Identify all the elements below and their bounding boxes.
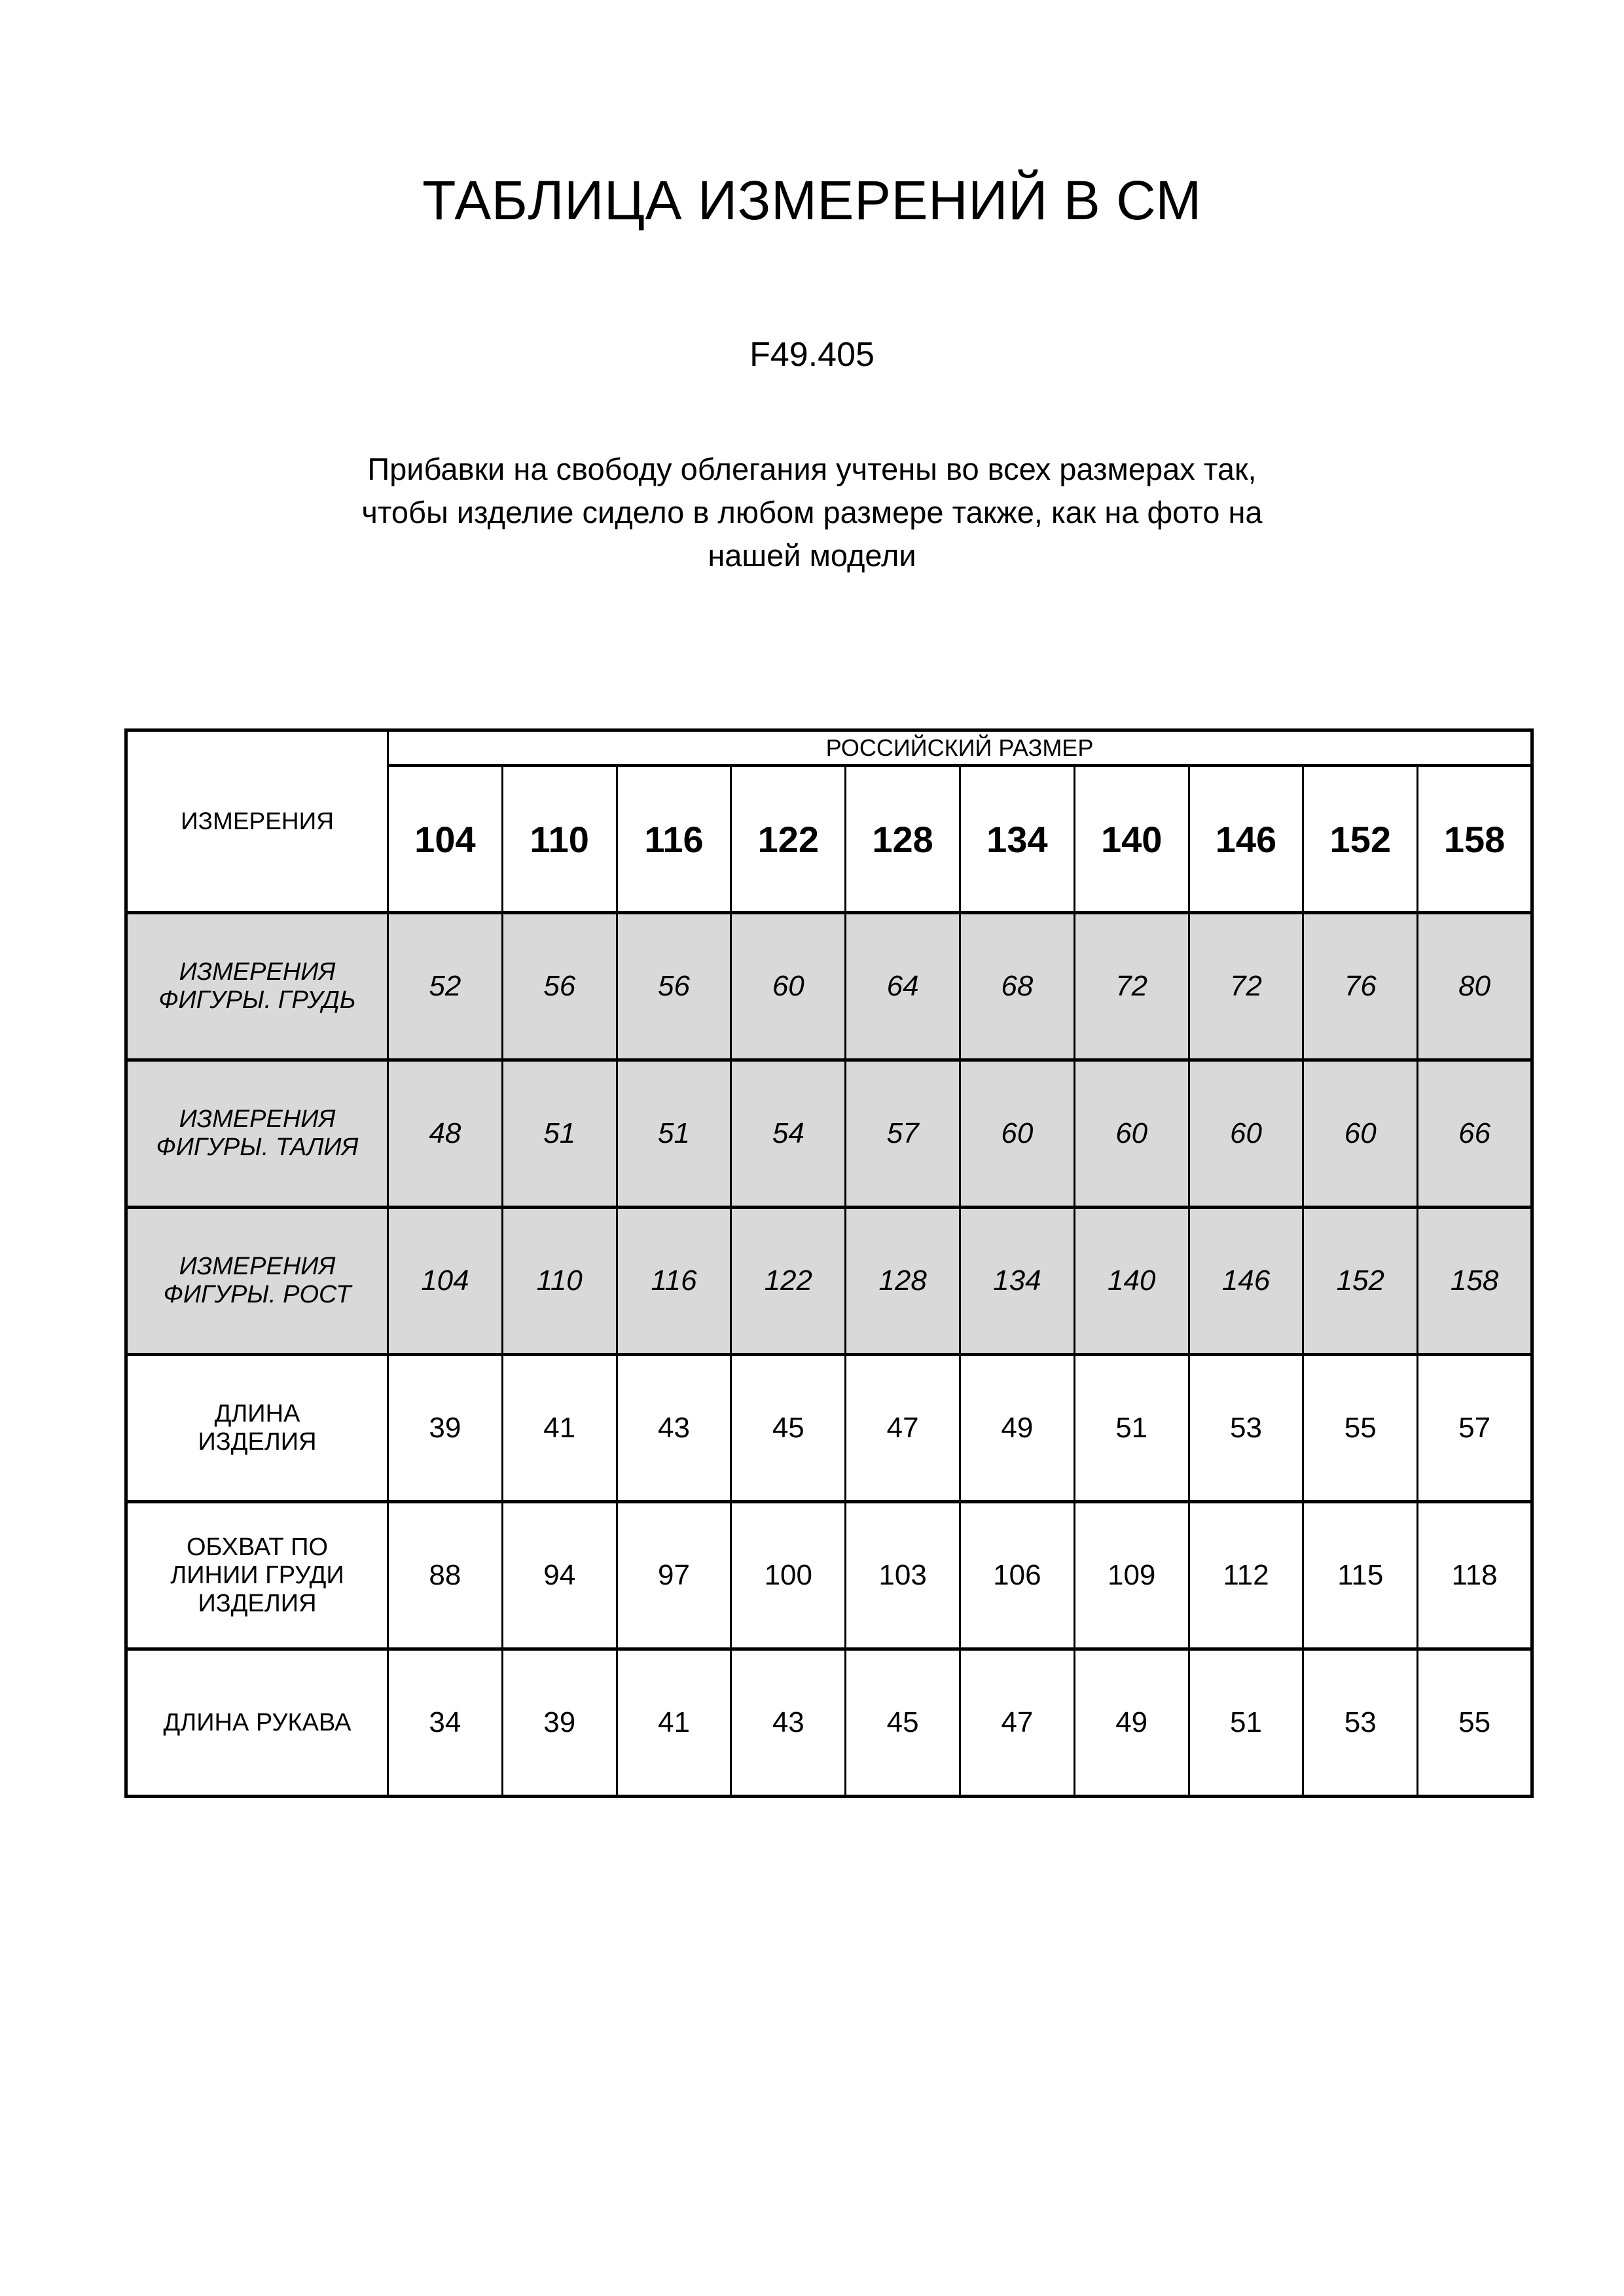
size-column-header: 140 (1074, 766, 1189, 913)
value-cell: 76 (1303, 913, 1418, 1060)
value-cell: 39 (502, 1649, 617, 1797)
value-cell: 134 (960, 1208, 1074, 1355)
value-cell: 60 (1189, 1060, 1303, 1208)
value-cell: 55 (1303, 1355, 1418, 1502)
value-cell: 51 (617, 1060, 731, 1208)
size-column-header: 110 (502, 766, 617, 913)
value-cell: 72 (1074, 913, 1189, 1060)
value-cell: 52 (388, 913, 503, 1060)
value-cell: 152 (1303, 1208, 1418, 1355)
size-column-header: 128 (846, 766, 960, 913)
value-cell: 66 (1418, 1060, 1532, 1208)
value-cell: 55 (1418, 1649, 1532, 1797)
size-column-header: 104 (388, 766, 503, 913)
value-cell: 60 (960, 1060, 1074, 1208)
value-cell: 47 (846, 1355, 960, 1502)
value-cell: 60 (731, 913, 846, 1060)
value-cell: 39 (388, 1355, 503, 1502)
value-cell: 53 (1303, 1649, 1418, 1797)
table-row (126, 1355, 1532, 1502)
page-title: ТАБЛИЦА ИЗМЕРЕНИЙ В СМ (422, 170, 1202, 231)
value-cell: 146 (1189, 1208, 1303, 1355)
table-row (126, 1502, 1532, 1649)
value-cell: 53 (1189, 1355, 1303, 1502)
value-cell: 158 (1418, 1208, 1532, 1355)
value-cell: 47 (960, 1649, 1074, 1797)
row-label: ИЗМЕРЕНИЯ ФИГУРЫ. ГРУДЬ (126, 913, 388, 1060)
group-header-row (126, 730, 1532, 766)
value-cell: 51 (502, 1060, 617, 1208)
value-cell: 57 (846, 1060, 960, 1208)
table-row (126, 1060, 1532, 1208)
value-cell: 100 (731, 1502, 846, 1649)
value-cell: 51 (1189, 1649, 1303, 1797)
row-label: ДЛИНА РУКАВА (126, 1649, 388, 1797)
value-cell: 72 (1189, 913, 1303, 1060)
size-column-header: 122 (731, 766, 846, 913)
value-cell: 109 (1074, 1502, 1189, 1649)
value-cell: 45 (731, 1355, 846, 1502)
value-cell: 106 (960, 1502, 1074, 1649)
value-cell: 110 (502, 1208, 617, 1355)
value-cell: 115 (1303, 1502, 1418, 1649)
value-cell: 49 (1074, 1649, 1189, 1797)
value-cell: 128 (846, 1208, 960, 1355)
value-cell: 88 (388, 1502, 503, 1649)
size-column-header: 146 (1189, 766, 1303, 913)
value-cell: 41 (502, 1355, 617, 1502)
value-cell: 57 (1418, 1355, 1532, 1502)
table-row (126, 913, 1532, 1060)
value-cell: 51 (1074, 1355, 1189, 1502)
fit-note-line: нашей модели (708, 538, 916, 573)
value-cell: 56 (617, 913, 731, 1060)
table-row (126, 1649, 1532, 1797)
value-cell: 103 (846, 1502, 960, 1649)
value-cell: 48 (388, 1060, 503, 1208)
value-cell: 49 (960, 1355, 1074, 1502)
value-cell: 60 (1303, 1060, 1418, 1208)
size-column-header: 116 (617, 766, 731, 913)
russian-size-header: РОССИЙСКИЙ РАЗМЕР (388, 730, 1532, 766)
value-cell: 122 (731, 1208, 846, 1355)
fit-note-line: Прибавки на свободу облегания учтены во всех размерах так, (367, 452, 1257, 486)
value-cell: 64 (846, 913, 960, 1060)
value-cell: 104 (388, 1208, 503, 1355)
size-column-header: 134 (960, 766, 1074, 913)
row-label: ОБХВАТ ПО ЛИНИИ ГРУДИ ИЗДЕЛИЯ (126, 1502, 388, 1649)
value-cell: 94 (502, 1502, 617, 1649)
row-label: ИЗМЕРЕНИЯ ФИГУРЫ. РОСТ (126, 1208, 388, 1355)
value-cell: 68 (960, 913, 1074, 1060)
fit-note (125, 448, 1500, 577)
fit-note-line: чтобы изделие сидело в любом размере также, как на фото на (361, 495, 1263, 529)
value-cell: 43 (731, 1649, 846, 1797)
measurements-corner-header: ИЗМЕРЕНИЯ (126, 730, 388, 913)
value-cell: 56 (502, 913, 617, 1060)
size-column-header: 158 (1418, 766, 1532, 913)
row-label: ДЛИНА ИЗДЕЛИЯ (126, 1355, 388, 1502)
value-cell: 45 (846, 1649, 960, 1797)
value-cell: 97 (617, 1502, 731, 1649)
model-code: F49.405 (749, 336, 875, 374)
row-label: ИЗМЕРЕНИЯ ФИГУРЫ. ТАЛИЯ (126, 1060, 388, 1208)
value-cell: 118 (1418, 1502, 1532, 1649)
size-column-header: 152 (1303, 766, 1418, 913)
value-cell: 116 (617, 1208, 731, 1355)
size-table (124, 728, 1534, 1798)
value-cell: 43 (617, 1355, 731, 1502)
value-cell: 34 (388, 1649, 503, 1797)
value-cell: 54 (731, 1060, 846, 1208)
value-cell: 112 (1189, 1502, 1303, 1649)
value-cell: 60 (1074, 1060, 1189, 1208)
value-cell: 41 (617, 1649, 731, 1797)
table-row (126, 1208, 1532, 1355)
value-cell: 80 (1418, 913, 1532, 1060)
value-cell: 140 (1074, 1208, 1189, 1355)
